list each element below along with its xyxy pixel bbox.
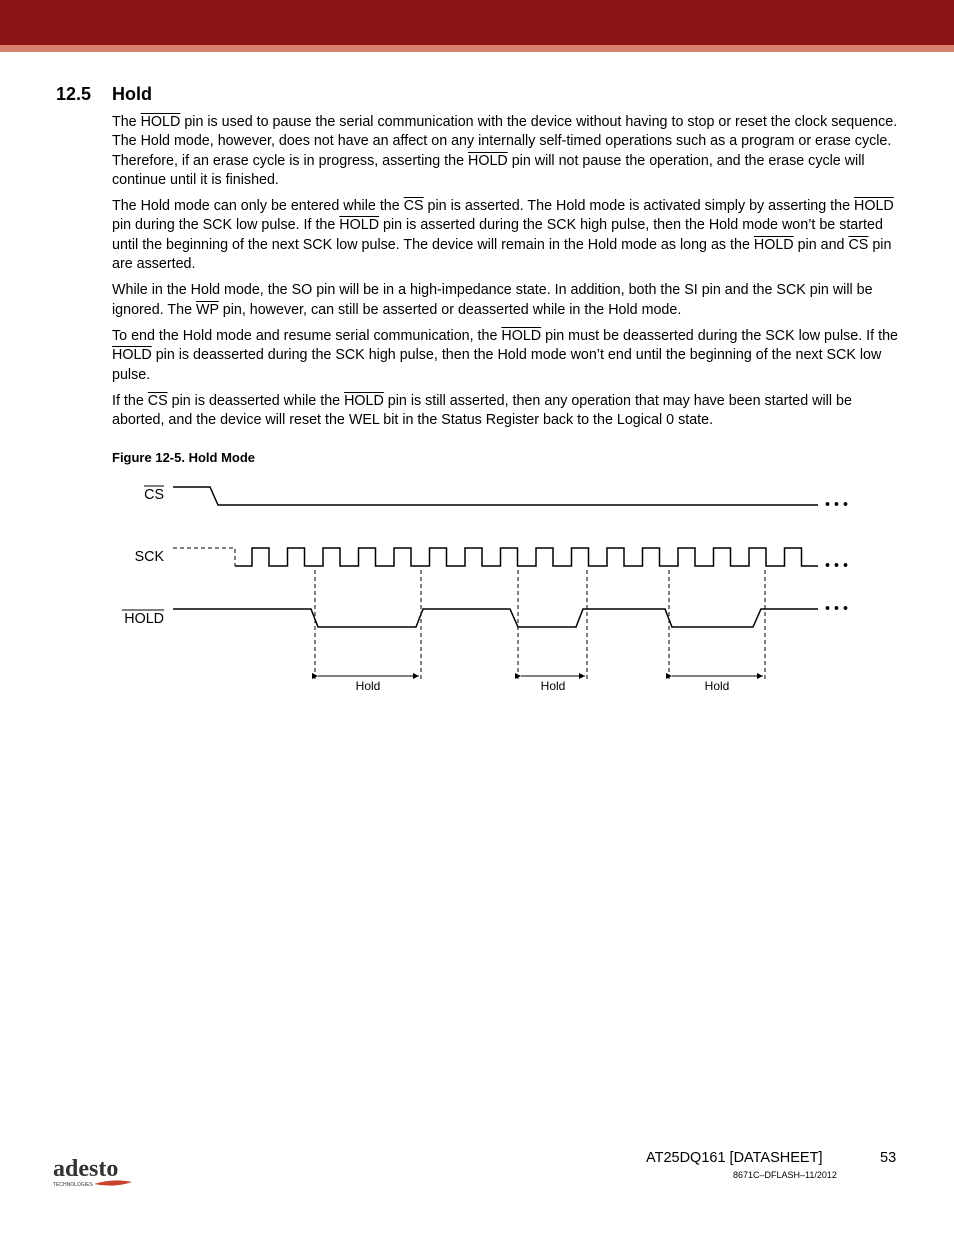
overlined-signal: HOLD (501, 327, 542, 344)
overlined-signal: HOLD (854, 198, 894, 215)
paragraph-4: To end the Hold mode and resume serial communication, the HOLD pin must be deasserted during the SCK low pulse. If the HOLD pin is deasserted during the SCK high pulse, then the Hold mode won’t end until the beginning of the next SCK low pulse. (112, 327, 898, 383)
overlined-signal: $\overline{CS}$ (403, 198, 424, 215)
cs-label: CS (144, 487, 164, 503)
cs-waveform (173, 487, 818, 505)
hold-interval-markers (315, 570, 765, 680)
hold-ellipsis: • • • (825, 601, 848, 617)
hold-mode-timing-diagram (100, 475, 860, 700)
hold-waveform (173, 609, 818, 627)
overlined-signal: $\overline{CS}$ (147, 392, 168, 409)
document-number: 8671C–DFLASH–11/2012 (733, 1170, 837, 1180)
header-bar (0, 0, 954, 45)
hold-label-3: Hold (704, 679, 730, 693)
sck-label: SCK (134, 549, 164, 565)
paragraph-5: If the $\overline{CS}$ pin is deasserted while the HOLD pin is still asserted, then any operation that may have been started will be aborted, and the device will reset the WEL bit in the Status Register back to the Logical 0 state. (112, 392, 852, 429)
sck-dashed-start (173, 548, 235, 566)
hold-label-1: Hold (355, 679, 381, 693)
overlined-signal: HOLD (112, 347, 152, 364)
body-text (112, 113, 902, 437)
section-number: 12.5 (56, 84, 92, 104)
overlined-signal: HOLD (140, 114, 181, 130)
section-title: Hold (112, 84, 152, 104)
sck-waveform (235, 548, 818, 566)
page-number: 53 (880, 1150, 897, 1166)
overlined-signal: $\overline{CS}$ (848, 236, 869, 253)
sck-ellipsis: • • • (825, 558, 848, 574)
cs-ellipsis: • • • (825, 497, 848, 513)
footer-title: AT25DQ161 [DATASHEET] (646, 1150, 823, 1166)
paragraph-2: The Hold mode can only be entered while the $\overline{CS}$ pin is asserted. The Hold mode is activated simply by asserting the HOLD pin during the SCK low pulse. If the HOLD pin is asserted during the SCK high pulse, then the Hold mode won’t be started until the beginning of the next SCK low pulse. The device will remain in the Hold mode as long as the HOLD pin and $\overline{CS}$ pin are asserted. (112, 198, 894, 273)
header-stripe (0, 45, 954, 52)
logo-subtext: TECHNOLOGIES (53, 1182, 93, 1188)
overlined-signal: HOLD (468, 152, 508, 169)
hold-label-2: Hold (540, 679, 566, 693)
paragraph-3: While in the Hold mode, the SO pin will be in a high-impedance state. In addition, both the SI pin and the SCK pin will be ignored. The $\overline{WP}$ pin, however, can still be asserted or deasserted while in the Hold mode. (112, 282, 873, 318)
figure-caption: Figure 12-5. Hold Mode (112, 450, 256, 465)
adesto-logo (52, 1152, 142, 1192)
hold-label: HOLD (124, 611, 164, 627)
overlined-signal: HOLD (344, 392, 384, 409)
overlined-signal: HOLD (753, 236, 794, 253)
logo-text: adesto (53, 1156, 119, 1182)
overlined-signal: HOLD (339, 217, 380, 234)
paragraph-1: The HOLD pin is used to pause the serial communication with the device without having to stop or reset the clock sequence. The Hold mode, however, does not have an affect on any internally self-timed operations such as a program or erase cycle. Therefore, if an erase cycle is in progress, asserting the HOLD pin will not pause the operation, and the erase cycle will continue until it is finished. (112, 114, 898, 188)
overlined-signal: $\overline{WP}$ (196, 301, 219, 318)
section-heading (56, 84, 152, 105)
